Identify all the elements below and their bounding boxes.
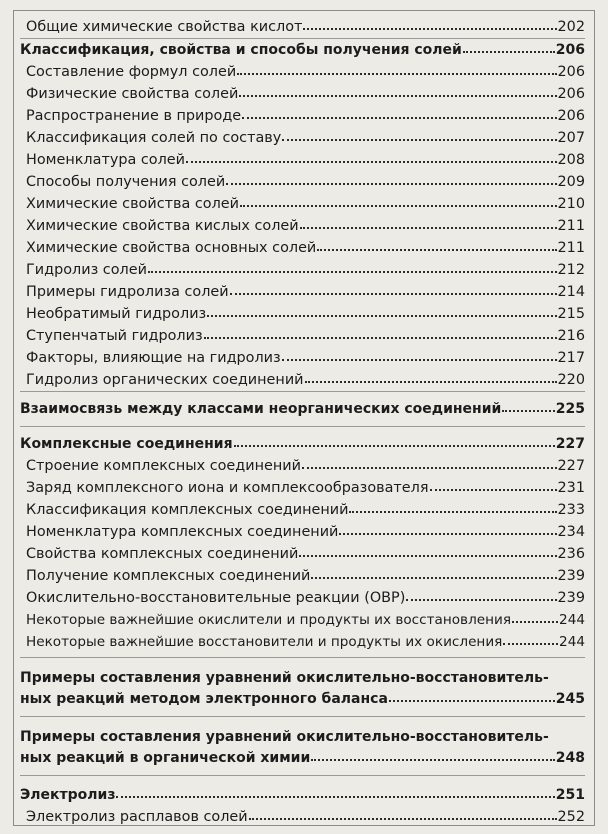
toc-entry-page: 225 bbox=[555, 401, 585, 417]
dot-leader bbox=[512, 621, 558, 623]
toc-entry bbox=[20, 16, 585, 38]
toc-entry bbox=[20, 193, 585, 215]
toc-entry bbox=[20, 806, 585, 828]
toc-entry-page: 233 bbox=[557, 502, 585, 518]
toc-entry-title-line2: ных реакций в органической химии bbox=[20, 750, 311, 766]
toc-entry-page: 251 bbox=[555, 787, 585, 803]
toc-section-heading bbox=[20, 39, 585, 61]
toc-entry-page: 209 bbox=[557, 174, 585, 190]
toc-entry bbox=[20, 281, 585, 303]
toc-entry bbox=[20, 325, 585, 347]
toc-entry-title: Свойства комплексных соединений bbox=[26, 546, 299, 562]
dot-leader bbox=[389, 700, 555, 702]
dot-leader bbox=[302, 467, 557, 469]
table-of-contents bbox=[20, 16, 585, 828]
toc-entry-page: 231 bbox=[557, 480, 585, 496]
toc-entry-page: 206 bbox=[557, 64, 585, 80]
dot-leader bbox=[311, 759, 554, 761]
dot-leader bbox=[502, 410, 554, 412]
toc-entry-title: Примеры гидролиза солей bbox=[26, 284, 229, 300]
toc-entry-title: Распространение в природе bbox=[26, 108, 242, 124]
toc-entry-page: 227 bbox=[555, 436, 585, 452]
toc-entry-title: Получение комплексных соединений bbox=[26, 568, 311, 584]
toc-entry bbox=[20, 499, 585, 521]
toc-entry-page: 220 bbox=[557, 372, 585, 388]
toc-entry bbox=[20, 171, 585, 193]
toc-section-heading bbox=[20, 668, 585, 710]
dot-leader bbox=[282, 359, 557, 361]
dot-leader bbox=[226, 183, 556, 185]
dot-leader bbox=[300, 227, 557, 229]
toc-entry-title: Некоторые важнейшие окислители и продукты их восстановления bbox=[26, 612, 512, 628]
toc-entry-title: Заряд комплексного иона и комплексообразователя bbox=[26, 480, 429, 496]
toc-entry bbox=[20, 521, 585, 543]
toc-entry bbox=[20, 455, 585, 477]
toc-section-heading bbox=[20, 784, 585, 806]
toc-entry-title: Взаимосвязь между классами неорганических соединений bbox=[20, 401, 502, 417]
toc-entry-title-line2: ных реакций методом электронного баланса bbox=[20, 691, 388, 707]
toc-entry bbox=[20, 609, 585, 631]
toc-entry-title: Общие химические свойства кислот bbox=[26, 19, 303, 35]
toc-entry-title: Химические свойства основных солей bbox=[26, 240, 317, 256]
toc-section-heading bbox=[20, 433, 585, 455]
toc-entry-title: Строение комплексных соединений bbox=[26, 458, 301, 474]
dot-leader bbox=[503, 643, 558, 645]
toc-entry bbox=[20, 631, 585, 653]
dot-leader bbox=[406, 599, 556, 601]
toc-entry-title: Необратимый гидролиз bbox=[26, 306, 207, 322]
toc-entry bbox=[20, 369, 585, 391]
toc-entry bbox=[20, 105, 585, 127]
toc-entry-page: 207 bbox=[557, 130, 585, 146]
toc-entry-title: Классификация комплексных соединений bbox=[26, 502, 349, 518]
dot-leader bbox=[463, 51, 555, 53]
toc-entry bbox=[20, 83, 585, 105]
toc-entry bbox=[20, 565, 585, 587]
toc-entry-page: 239 bbox=[557, 568, 585, 584]
dot-leader bbox=[240, 205, 557, 207]
toc-entry-page: 212 bbox=[557, 262, 585, 278]
toc-entry-page: 215 bbox=[557, 306, 585, 322]
toc-entry-page: 211 bbox=[557, 240, 585, 256]
toc-section-heading bbox=[20, 398, 585, 420]
toc-entry bbox=[20, 259, 585, 281]
toc-entry-page: 236 bbox=[557, 546, 585, 562]
toc-entry-page: 202 bbox=[557, 19, 585, 35]
toc-entry-page: 210 bbox=[557, 196, 585, 212]
toc-entry-page: 206 bbox=[555, 42, 585, 58]
toc-entry-page: 208 bbox=[557, 152, 585, 168]
dot-leader bbox=[303, 28, 556, 30]
toc-entry bbox=[20, 61, 585, 83]
toc-entry-title: Ступенчатый гидролиз bbox=[26, 328, 203, 344]
toc-entry-title: Физические свойства солей bbox=[26, 86, 239, 102]
toc-entry bbox=[20, 347, 585, 369]
dot-leader bbox=[237, 73, 556, 75]
dot-leader bbox=[230, 293, 557, 295]
toc-entry-title: Гидролиз органических соединений bbox=[26, 372, 304, 388]
toc-entry-page: 214 bbox=[557, 284, 585, 300]
dot-leader bbox=[282, 139, 556, 141]
toc-entry bbox=[20, 477, 585, 499]
toc-entry-page: 211 bbox=[557, 218, 585, 234]
dot-leader bbox=[239, 95, 556, 97]
dot-leader bbox=[249, 818, 557, 820]
toc-entry bbox=[20, 215, 585, 237]
toc-entry-title: Составление формул солей bbox=[26, 64, 237, 80]
toc-entry bbox=[20, 127, 585, 149]
toc-entry-title-line1: Примеры составления уравнений окислительно-восстановитель- bbox=[20, 729, 549, 745]
toc-entry-title: Классификация солей по составу bbox=[26, 130, 282, 146]
toc-entry-page: 239 bbox=[557, 590, 585, 606]
toc-entry-page: 252 bbox=[557, 809, 585, 825]
dot-leader bbox=[430, 489, 557, 491]
toc-entry-title: Способы получения солей bbox=[26, 174, 226, 190]
toc-entry-title: Факторы, влияющие на гидролиз bbox=[26, 350, 281, 366]
dot-leader bbox=[317, 249, 556, 251]
toc-entry bbox=[20, 237, 585, 259]
toc-entry-title: Окислительно-восстановительные реакции (ОВР) bbox=[26, 590, 406, 606]
toc-entry bbox=[20, 587, 585, 609]
toc-entry-title: Номенклатура солей bbox=[26, 152, 185, 168]
dot-leader bbox=[204, 337, 557, 339]
toc-entry-page: 206 bbox=[557, 108, 585, 124]
dot-leader bbox=[311, 577, 556, 579]
toc-entry-page: 216 bbox=[557, 328, 585, 344]
dot-leader bbox=[207, 315, 556, 317]
dot-leader bbox=[305, 381, 557, 383]
dot-leader bbox=[186, 161, 557, 163]
dot-leader bbox=[339, 533, 556, 535]
dot-leader bbox=[299, 555, 556, 557]
toc-entry-title: Некоторые важнейшие восстановители и продукты их окисления bbox=[26, 634, 503, 650]
toc-entry-page: 206 bbox=[557, 86, 585, 102]
toc-entry-page: 234 bbox=[557, 524, 585, 540]
toc-entry-title-line1: Примеры составления уравнений окислительно-восстановитель- bbox=[20, 670, 549, 686]
toc-entry-page: 244 bbox=[559, 612, 585, 628]
toc-entry-title: Электролиз bbox=[20, 787, 116, 803]
dot-leader bbox=[242, 117, 556, 119]
toc-section-heading bbox=[20, 727, 585, 769]
toc-entry-title: Комплексные соединения bbox=[20, 436, 233, 452]
toc-entry-title: Химические свойства кислых солей bbox=[26, 218, 299, 234]
toc-entry-title: Гидролиз солей bbox=[26, 262, 147, 278]
toc-entry bbox=[20, 303, 585, 325]
toc-entry-page: 248 bbox=[555, 750, 585, 766]
toc-entry-page: 217 bbox=[557, 350, 585, 366]
dot-leader bbox=[349, 511, 556, 513]
toc-entry-title: Химические свойства солей bbox=[26, 196, 239, 212]
toc-entry-title: Номенклатура комплексных соединений bbox=[26, 524, 339, 540]
dot-leader bbox=[234, 445, 555, 447]
toc-entry-page: 227 bbox=[557, 458, 585, 474]
toc-entry-page: 244 bbox=[559, 634, 585, 650]
toc-entry bbox=[20, 543, 585, 565]
toc-entry bbox=[20, 149, 585, 171]
dot-leader bbox=[116, 796, 554, 798]
toc-entry-page: 245 bbox=[555, 691, 585, 707]
dot-leader bbox=[148, 271, 557, 273]
toc-entry-title: Электролиз расплавов солей bbox=[26, 809, 248, 825]
toc-entry-title: Классификация, свойства и способы получения солей bbox=[20, 42, 462, 58]
